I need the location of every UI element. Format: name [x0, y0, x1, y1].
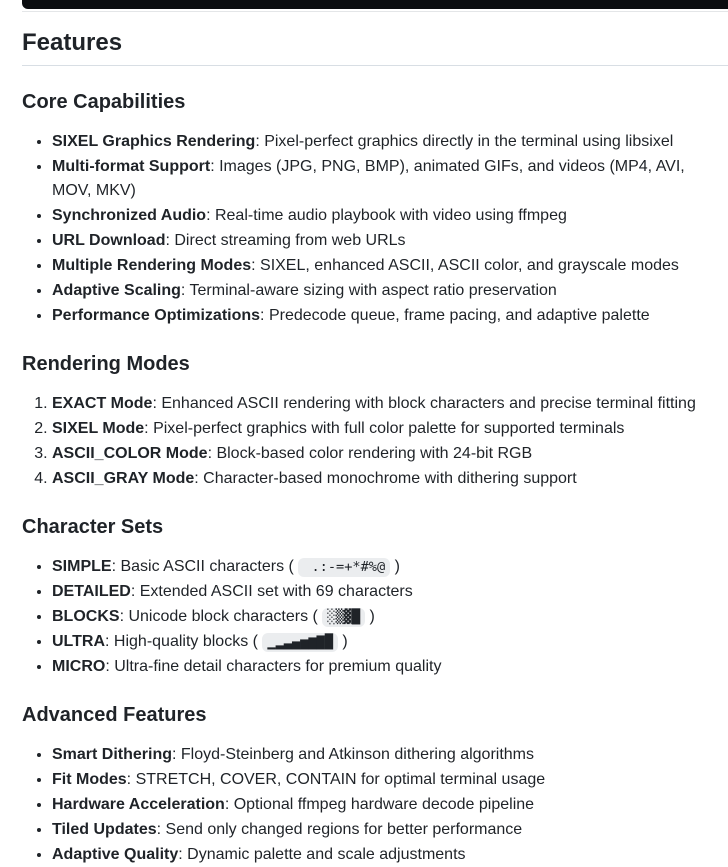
feature-term: Synchronized Audio [52, 207, 207, 224]
feature-term: Smart Dithering [52, 746, 173, 763]
code-span: ▁▂▃▄▅▆▇█ [262, 633, 337, 652]
feature-item-sixel-mode: 2. SIXEL Mode: Pixel-perfect graphics with full color palette for supported terminals [52, 417, 728, 441]
feature-item-micro: • MICRO: Ultra-fine detail characters for premium quality [52, 655, 728, 679]
feature-item-adaptive-quality: • Adaptive Quality: Dynamic palette and scale adjustments [52, 843, 728, 867]
feature-item-ascii-color-mode: 3. ASCII_COLOR Mode: Block-based color rendering with 24-bit RGB [52, 442, 728, 466]
feature-term: Multi-format Support [52, 158, 211, 175]
feature-term: ASCII_COLOR Mode [52, 445, 208, 462]
feature-term: BLOCKS [52, 608, 120, 625]
section-core-capabilities [22, 90, 728, 328]
feature-term: Tiled Updates [52, 821, 157, 838]
page-title: Features [22, 28, 728, 66]
feature-item-hardware-acceleration: • Hardware Acceleration: Optional ffmpeg hardware decode pipeline [52, 793, 728, 817]
feature-term: SIXEL Graphics Rendering [52, 133, 256, 150]
feature-item-ultra: • ULTRA: High-quality blocks ( ▁▂▃▄▅▆▇█ ) [52, 630, 728, 654]
feature-term: Fit Modes [52, 771, 127, 788]
feature-item-sixel-graphics-rendering: • SIXEL Graphics Rendering: Pixel-perfect graphics directly in the terminal using libsixel [52, 130, 728, 154]
feature-term: Adaptive Scaling [52, 282, 181, 299]
section-heading: Advanced Features [22, 704, 207, 726]
feature-item-fit-modes: • Fit Modes: STRETCH, COVER, CONTAIN for optimal terminal usage [52, 768, 728, 792]
feature-term: MICRO [52, 658, 106, 675]
code-block-bottom-remnant [22, 0, 728, 9]
section-rendering-modes [22, 352, 728, 491]
feature-item-multiple-rendering-modes: • Multiple Rendering Modes: SIXEL, enhanced ASCII, ASCII color, and grayscale modes [52, 254, 728, 278]
section-heading: Core Capabilities [22, 91, 186, 113]
character-sets-list [22, 555, 728, 679]
section-advanced-features [22, 703, 728, 867]
feature-term: Adaptive Quality [52, 846, 179, 863]
feature-item-blocks: • BLOCKS: Unicode block characters ( ░▒▓█ ) [52, 605, 728, 629]
feature-item-detailed: • DETAILED: Extended ASCII set with 69 characters [52, 580, 728, 604]
feature-term: ASCII_GRAY Mode [52, 470, 195, 487]
code-span: ░▒▓█ [322, 608, 365, 627]
section-heading: Rendering Modes [22, 353, 190, 375]
code-span: .:-=+*#%@ [298, 558, 390, 577]
feature-term: URL Download [52, 232, 166, 249]
feature-sections [22, 90, 728, 867]
feature-item-synchronized-audio: • Synchronized Audio: Real-time audio playbook with video using ffmpeg [52, 204, 728, 228]
section-character-sets [22, 515, 728, 679]
feature-term: EXACT Mode [52, 395, 153, 412]
feature-term: ULTRA [52, 633, 106, 650]
feature-item-url-download: • URL Download: Direct streaming from web URLs [52, 229, 728, 253]
feature-item-tiled-updates: • Tiled Updates: Send only changed regions for better performance [52, 818, 728, 842]
advanced-features-list [22, 743, 728, 867]
feature-term: DETAILED [52, 583, 131, 600]
feature-term: Multiple Rendering Modes [52, 257, 252, 274]
feature-term: Hardware Acceleration [52, 796, 225, 813]
feature-item-multi-format-support: • Multi-format Support: Images (JPG, PNG, BMP), animated GIFs, and videos (MP4, AVI, MOV, MKV) [52, 155, 728, 203]
feature-item-smart-dithering: • Smart Dithering: Floyd-Steinberg and Atkinson dithering algorithms [52, 743, 728, 767]
feature-term: Performance Optimizations [52, 307, 261, 324]
feature-term: SIMPLE [52, 558, 112, 575]
feature-item-simple: • SIMPLE: Basic ASCII characters ( .:-=+*#%@ ) [52, 555, 728, 579]
code-block-divider [22, 11, 728, 12]
section-heading: Character Sets [22, 516, 164, 538]
feature-term: SIXEL Mode [52, 420, 145, 437]
feature-item-exact-mode: 1. EXACT Mode: Enhanced ASCII rendering with block characters and precise terminal fitting [52, 392, 728, 416]
feature-item-adaptive-scaling: • Adaptive Scaling: Terminal-aware sizing with aspect ratio preservation [52, 279, 728, 303]
core-capabilities-list [22, 130, 728, 328]
feature-item-ascii-gray-mode: 4. ASCII_GRAY Mode: Character-based monochrome with dithering support [52, 467, 728, 491]
feature-item-performance-optimizations: • Performance Optimizations: Predecode queue, frame pacing, and adaptive palette [52, 304, 728, 328]
rendering-modes-list [22, 392, 728, 491]
